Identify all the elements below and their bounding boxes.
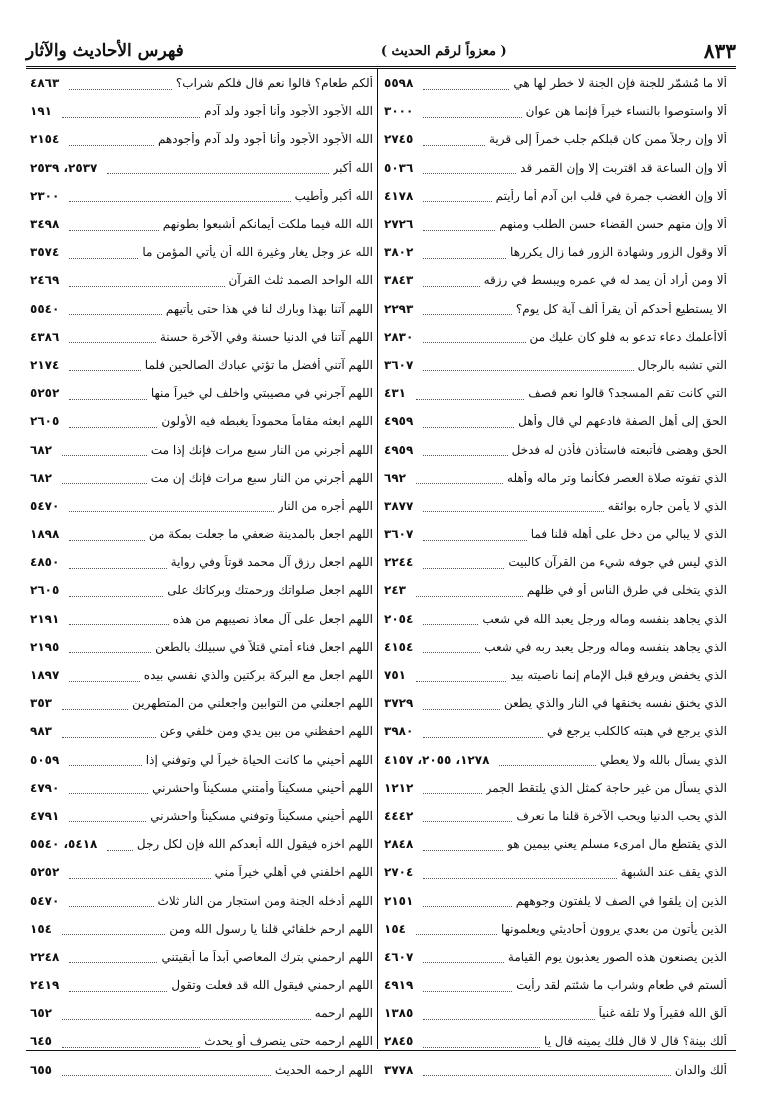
index-entry xyxy=(30,689,373,717)
leader-dots xyxy=(69,809,146,822)
hadith-number: ٣٥٣ xyxy=(30,696,52,711)
hadith-text: ألا وإن الساعة قد اقتربت إلا وإن القمر قد xyxy=(520,160,727,175)
leader-dots xyxy=(69,866,210,879)
hadith-text: اللهم آتنا بهذا وبارك لنا في هذا حتى يأتيهم xyxy=(165,301,373,316)
index-entry xyxy=(30,97,373,125)
leader-dots xyxy=(69,274,224,287)
leader-dots xyxy=(499,753,596,766)
hadith-number: ١٨٩٨ xyxy=(30,527,60,542)
hadith-number: ٧٥١ xyxy=(384,668,406,683)
leader-dots xyxy=(423,330,525,343)
index-entry xyxy=(384,971,727,999)
leader-dots xyxy=(423,189,491,202)
leader-dots xyxy=(423,612,478,625)
index-entry xyxy=(30,295,373,323)
hadith-text: الله الواحد الصمد ثلث القرآن xyxy=(228,273,373,288)
hadith-number: ٤٩٥٩ xyxy=(384,442,414,457)
leader-dots xyxy=(62,105,200,118)
hadith-number: ٣٥٧٤ xyxy=(30,245,60,260)
leader-dots xyxy=(107,838,133,851)
hadith-text: التي كانت تقم المسجد؟ قالوا نعم فصف xyxy=(528,386,727,401)
hadith-number: ٣٨٧٧ xyxy=(384,498,414,513)
index-entry xyxy=(384,464,727,492)
hadith-number: ٤٩١٩ xyxy=(384,978,414,993)
leader-dots xyxy=(69,979,167,992)
hadith-number: ٢٥٣٧، ٢٥٣٩ xyxy=(30,160,98,175)
hadith-text: اللهم اخزه فيقول الله أبعدكم الله فإن لكل رجل xyxy=(136,837,373,852)
index-entry xyxy=(30,1056,373,1084)
leader-dots xyxy=(69,584,163,597)
index-entry xyxy=(30,858,373,886)
index-entry xyxy=(384,125,727,153)
index-entry xyxy=(384,858,727,886)
hadith-text: ألك والدان xyxy=(674,1062,727,1077)
leader-dots xyxy=(69,612,169,625)
hadith-number: ٢٦٠٥ xyxy=(30,414,60,429)
hadith-text: اللهم أدخله الجنة ومن استجار من النار ثلاث xyxy=(157,893,373,908)
hadith-text: الذي يخفض ويرفع قبل الإمام إنما ناصيته بيد xyxy=(510,668,727,683)
hadith-text: اللهم ارحمني فيقول الله قد فعلت وتقول xyxy=(171,978,373,993)
hadith-text: ألاأعلمك دعاء تدعو به فلو كان عليك من xyxy=(529,329,727,344)
hadith-number: ٢٠٥٤ xyxy=(384,611,414,626)
hadith-number: ٣٤٩٨ xyxy=(30,217,60,232)
hadith-number: ٢٨٣٠ xyxy=(384,329,414,344)
index-entry xyxy=(384,689,727,717)
leader-dots xyxy=(69,358,141,371)
hadith-text: الذي يجاهد بنفسه وماله ورجل يعبد ربه في شعب xyxy=(484,639,727,654)
leader-dots xyxy=(62,922,165,935)
hadith-text: الذي يرجع في هبته كالكلب يرجع في xyxy=(547,724,727,739)
leader-dots xyxy=(62,471,147,484)
hadith-text: اللهم آتني أفضل ما تؤتي عبادك الصالحين فلما xyxy=(144,357,373,372)
hadith-number: ٢٨٤٨ xyxy=(384,837,414,852)
index-entry xyxy=(30,830,373,858)
leader-dots xyxy=(423,894,512,907)
leader-dots xyxy=(423,218,495,231)
index-entry xyxy=(30,407,373,435)
leader-dots xyxy=(416,922,497,935)
index-entry xyxy=(30,915,373,943)
leader-dots xyxy=(423,697,500,710)
hadith-number: ٥٢٥٢ xyxy=(30,865,60,880)
hadith-text: اللهم اجعل بالمدينة ضعفي ما جعلت بمكة من xyxy=(148,527,373,542)
index-entry xyxy=(30,520,373,548)
hadith-number: ٦٥٢ xyxy=(30,1006,52,1021)
leader-dots xyxy=(423,1035,540,1048)
index-entry xyxy=(30,323,373,351)
index-entry xyxy=(384,746,727,774)
hadith-number: ١٩١ xyxy=(30,104,52,119)
index-entry xyxy=(384,435,727,463)
hadith-text: اللهم ارحمه الحديث xyxy=(274,1062,373,1077)
index-entry xyxy=(30,266,373,294)
hadith-number: ٥٥٩٨ xyxy=(384,76,414,91)
leader-dots xyxy=(69,499,273,512)
hadith-number: ٣٧٢٩ xyxy=(384,696,414,711)
index-entry xyxy=(384,943,727,971)
index-entry xyxy=(384,717,727,745)
leader-dots xyxy=(69,415,157,428)
right-column xyxy=(384,69,727,1084)
leader-dots xyxy=(423,1007,594,1020)
hadith-text: الذي تفوته صلاة العصر فكأنما وتر ماله وأهله xyxy=(507,470,727,485)
leader-dots xyxy=(69,330,156,343)
hadith-text: الله الأجود الأجود وأنا أجود ولد آدم xyxy=(204,104,373,119)
hadith-text: اللهم اجعلني من التوابين واجعلني من المتطهرين xyxy=(132,696,373,711)
hadith-text: الذي لا يبالي من دخل على أهله قلنا فما xyxy=(530,527,727,542)
hadith-number: ٥٤٧٠ xyxy=(30,893,60,908)
index-entry xyxy=(30,774,373,802)
leader-dots xyxy=(423,133,485,146)
hadith-text: الذي لا يأمن جاره بوائقه xyxy=(607,498,727,513)
hadith-text: ألكم طعام؟ قالوا نعم قال فلكم شراب؟ xyxy=(175,76,373,91)
index-entry xyxy=(384,605,727,633)
hadith-text: ألا واستوصوا بالنساء خيراً فإنما هن عوان xyxy=(525,104,727,119)
hadith-text: اللهم أجرني من النار سبع مرات فإنك إذا مت xyxy=(150,442,373,457)
hadith-text: الله الأجود الأجود وأنا أجود ولد آدم وأجودهم xyxy=(157,132,373,147)
hadith-text: الا يستطيع أحدكم أن يقرأ ألف آية كل يوم؟ xyxy=(515,301,727,316)
hadith-number: ٥٠٥٩ xyxy=(30,752,60,767)
index-entry xyxy=(30,999,373,1027)
leader-dots xyxy=(423,950,504,963)
leader-dots xyxy=(69,77,172,90)
index-entry xyxy=(30,746,373,774)
leader-dots xyxy=(69,218,158,231)
hadith-number: ٤٧٩٠ xyxy=(30,780,60,795)
leader-dots xyxy=(423,246,506,259)
hadith-number: ٢٧٢٦ xyxy=(384,217,414,232)
left-column xyxy=(30,69,373,1084)
footer-rule xyxy=(26,1050,736,1051)
hadith-number: ٦٥٥ xyxy=(30,1062,52,1077)
index-entry xyxy=(384,520,727,548)
hadith-number: ٥٠٣٦ xyxy=(384,160,414,175)
hadith-number: ٣٠٠٠ xyxy=(384,104,414,119)
hadith-number: ٤٣٨٦ xyxy=(30,329,60,344)
hadith-number: ٤٩٥٩ xyxy=(384,414,414,429)
hadith-text: الذي يخنق نفسه يخنقها في النار والذي يطعن xyxy=(504,696,727,711)
hadith-number: ٢٦٠٥ xyxy=(30,583,60,598)
leader-dots xyxy=(69,669,140,682)
leader-dots xyxy=(69,387,147,400)
hadith-text: الذي يقف عند الشبهة xyxy=(620,865,727,880)
hadith-number: ٥٤١٨، ٥٥٤٠ xyxy=(30,837,98,852)
index-entry xyxy=(30,576,373,604)
index-entry xyxy=(384,802,727,830)
hadith-text: التي تشبه بالرجال xyxy=(637,357,727,372)
hadith-number: ٦٨٢ xyxy=(30,470,52,485)
hadith-text: ألا ومن أراد أن يمد له في عمره ويبسط في رزقه xyxy=(483,273,727,288)
column-divider xyxy=(377,69,378,1049)
index-entry xyxy=(30,182,373,210)
hadith-number: ٥٤٧٠ xyxy=(30,498,60,513)
index-entry xyxy=(384,182,727,210)
page-header xyxy=(26,36,736,66)
hadith-number: ٤٦٠٧ xyxy=(384,949,414,964)
index-entry xyxy=(384,323,727,351)
leader-dots xyxy=(62,1007,311,1020)
page-number: ٨٣٣ xyxy=(703,39,736,63)
hadith-text: ألا وإن منهم حسن القضاء حسن الطلب ومنهم xyxy=(499,217,727,232)
leader-dots xyxy=(423,640,480,653)
index-entry xyxy=(384,266,727,294)
index-entry xyxy=(30,717,373,745)
hadith-text: اللهم اجعل فناء أمتي قتلاً في سبيلك بالطعن xyxy=(155,639,373,654)
hadith-text: ألا وقول الزور وشهادة الزور فما زال يكررها xyxy=(510,245,727,260)
hadith-number: ٢١٩٥ xyxy=(30,639,60,654)
index-entry xyxy=(30,605,373,633)
leader-dots xyxy=(423,979,512,992)
leader-dots xyxy=(423,358,633,371)
leader-dots xyxy=(423,1063,671,1076)
index-entry xyxy=(30,69,373,97)
hadith-text: اللهم أجرني من النار سبع مرات فإنك إن مت xyxy=(150,470,373,485)
hadith-number: ١٥٤ xyxy=(30,921,52,936)
hadith-text: الذين يأتون من بعدي يروون أحاديثي ويعلمونها xyxy=(500,921,727,936)
hadith-number: ٣٦٠٧ xyxy=(384,527,414,542)
index-entry xyxy=(384,915,727,943)
hadith-text: اللهم ارحم خلفائي قلنا يا رسول الله ومن xyxy=(169,921,373,936)
hadith-text: ألا ما مُشمّر للجنة فإن الجنة لا خطر لها هي xyxy=(513,76,727,91)
index-entry xyxy=(30,548,373,576)
hadith-text: ألك بينة؟ قال لا قال فلك يمينه قال يا xyxy=(544,1034,727,1049)
leader-dots xyxy=(62,1063,271,1076)
index-entry xyxy=(384,661,727,689)
hadith-text: الذي يتخلى في طرق الناس أو في ظلهم xyxy=(526,583,727,598)
hadith-text: اللهم أجره من النار xyxy=(277,498,373,513)
hadith-text: اللهم آجرني في مصيبتي واخلف لي خيراً منها xyxy=(150,386,373,401)
index-entry xyxy=(384,774,727,802)
hadith-number: ٩٨٣ xyxy=(30,724,52,739)
hadith-number: ٢٤١٩ xyxy=(30,978,60,993)
hadith-text: الذي يقتطع مال امرىء مسلم يعني بيمين هو xyxy=(507,837,727,852)
hadith-number: ٤٨٦٣ xyxy=(30,76,60,91)
leader-dots xyxy=(423,443,507,456)
index-entry xyxy=(384,295,727,323)
hadith-text: اللهم اجعل مع البركة بركتين والذي نفسي بيده xyxy=(143,668,373,683)
index-entry xyxy=(30,802,373,830)
index-entry xyxy=(384,69,727,97)
hadith-text: الله الله فيما ملكت أيمانكم أشبعوا بطونهم xyxy=(162,217,373,232)
index-entry xyxy=(384,999,727,1027)
hadith-number: ٢٧٤٥ xyxy=(384,132,414,147)
index-entry xyxy=(384,238,727,266)
hadith-number: ٦٤٥ xyxy=(30,1034,52,1049)
hadith-number: ٦٩٢ xyxy=(384,470,406,485)
index-entry xyxy=(30,1027,373,1055)
hadith-number: ٤١٥٤ xyxy=(384,639,414,654)
hadith-number: ٢٣٠٠ xyxy=(30,188,60,203)
hadith-number: ١٥٤ xyxy=(384,921,406,936)
index-entry xyxy=(384,97,727,125)
hadith-text: ألا وإن رجلاً ممن كان قبلكم جلب خمراً إلى قرية xyxy=(488,132,727,147)
hadith-text: اللهم أحيني مسكيناً وأمتني مسكيناً واحشرني xyxy=(152,780,373,795)
hadith-text: اللهم اجعل رزق آل محمد قوتاً وفي رواية xyxy=(170,555,373,570)
leader-dots xyxy=(416,669,506,682)
index-entry xyxy=(30,464,373,492)
index-entry xyxy=(30,154,373,182)
hadith-text: ألا وإن الغضب جمرة في قلب ابن آدم أما رأيتم xyxy=(495,188,727,203)
index-entry xyxy=(30,943,373,971)
hadith-text: الحق إلى أهل الصفة فادعهم لي قال وأهل xyxy=(518,414,727,429)
leader-dots xyxy=(69,133,154,146)
hadith-number: ٥٢٥٢ xyxy=(30,386,60,401)
hadith-text: الذي يسأل من غير حاجة كمثل الذي يلتقط الجمر xyxy=(485,780,727,795)
index-entry xyxy=(384,576,727,604)
section-subtitle: ( معزواً لرقم الحديث ) xyxy=(380,43,507,59)
index-entry xyxy=(384,633,727,661)
leader-dots xyxy=(69,556,166,569)
hadith-number: ٢١٥٤ xyxy=(30,132,60,147)
hadith-text: اللهم آتنا في الدنيا حسنة وفي الآخرة حسنة xyxy=(159,329,373,344)
index-entry xyxy=(30,379,373,407)
hadith-number: ٢١٥١ xyxy=(384,893,414,908)
index-entry xyxy=(30,238,373,266)
leader-dots xyxy=(416,584,523,597)
hadith-text: الذين إن يلقوا في الصف لا يلفتون وجوههم xyxy=(515,893,727,908)
index-entry xyxy=(384,154,727,182)
index-entry xyxy=(384,1056,727,1084)
hadith-number: ٣٩٨٠ xyxy=(384,724,414,739)
hadith-number: ٤٤٤٢ xyxy=(384,808,414,823)
hadith-number: ٢١٩١ xyxy=(30,611,60,626)
leader-dots xyxy=(69,246,138,259)
hadith-text: اللهم اخلفني في أهلي خيراً مني xyxy=(214,865,373,880)
index-entry xyxy=(384,351,727,379)
leader-dots xyxy=(423,274,479,287)
leader-dots xyxy=(423,725,543,738)
hadith-text: الذي يجاهد بنفسه وماله ورجل يعبد الله في شعب xyxy=(482,611,727,626)
hadith-number: ٣٧٧٨ xyxy=(384,1062,414,1077)
hadith-number: ١٢١٢ xyxy=(384,780,414,795)
hadith-text: اللهم ابعثه مقاماً محموداً يغبطه فيه الأولون xyxy=(161,414,373,429)
hadith-number: ٦٨٢ xyxy=(30,442,52,457)
leader-dots xyxy=(416,387,524,400)
hadith-number: ١٢٧٨، ٢٠٥٥، ٤١٥٧ xyxy=(384,752,490,767)
leader-dots xyxy=(423,105,521,118)
leader-dots xyxy=(69,528,145,541)
hadith-number: ١٨٩٧ xyxy=(30,668,60,683)
hadith-text: ألستم في طعام وشراب ما شئتم لقد رأيت xyxy=(516,978,727,993)
hadith-text: اللهم أحيني ما كانت الحياة خيراً لي وتوفني إذا xyxy=(145,752,373,767)
index-entry xyxy=(30,661,373,689)
index-entry xyxy=(384,830,727,858)
index-entry xyxy=(384,407,727,435)
hadith-text: اللهم ارحمه xyxy=(314,1006,373,1021)
hadith-number: ٢٤٦٩ xyxy=(30,273,60,288)
leader-dots xyxy=(423,77,509,90)
hadith-number: ٤٧٩١ xyxy=(30,808,60,823)
hadith-number: ١٣٨٥ xyxy=(384,1006,414,1021)
leader-dots xyxy=(62,725,156,738)
leader-dots xyxy=(69,640,151,653)
hadith-text: اللهم ارحمه حتى ينصرف أو يحدث xyxy=(204,1034,373,1049)
hadith-number: ٤١٧٨ xyxy=(384,188,414,203)
leader-dots xyxy=(423,809,512,822)
index-entry xyxy=(384,548,727,576)
hadith-number: ٢٢٤٨ xyxy=(30,949,60,964)
index-entry xyxy=(30,210,373,238)
leader-dots xyxy=(423,528,526,541)
hadith-number: ٢١٧٤ xyxy=(30,357,60,372)
leader-dots xyxy=(69,753,141,766)
leader-dots xyxy=(416,471,503,484)
index-title: فهرس الأحاديث والآثار xyxy=(26,41,184,61)
hadith-number: ٤٣١ xyxy=(384,386,406,401)
leader-dots xyxy=(62,697,128,710)
hadith-text: الله أكبر xyxy=(332,160,373,175)
index-entry xyxy=(30,435,373,463)
hadith-number: ٣٦٠٧ xyxy=(384,357,414,372)
hadith-text: الذي ليس في جوفه شيء من القرآن كالبيت xyxy=(508,555,727,570)
hadith-number: ٢٤٣ xyxy=(384,583,406,598)
leader-dots xyxy=(423,556,504,569)
hadith-text: الله عز وجل يغار وغيرة الله أن يأتي المؤمن ما xyxy=(142,245,373,260)
hadith-text: اللهم أحيني مسكيناً وتوفني مسكيناً واحشرني xyxy=(150,808,373,823)
leader-dots xyxy=(69,950,157,963)
hadith-text: اللهم اجعل صلواتك ورحمتك وبركاتك على xyxy=(167,583,373,598)
leader-dots xyxy=(62,1035,200,1048)
hadith-text: الذي يحب الدنيا ويحب الآخرة قلنا ما نعرف xyxy=(516,808,727,823)
leader-dots xyxy=(69,781,148,794)
hadith-number: ٢٢٤٤ xyxy=(384,555,414,570)
index-entry xyxy=(30,886,373,914)
hadith-number: ٣٨٤٣ xyxy=(384,273,414,288)
hadith-number: ٢٧٠٤ xyxy=(384,865,414,880)
hadith-text: الله أكبر وأطيب xyxy=(294,188,373,203)
leader-dots xyxy=(423,161,516,174)
index-entry xyxy=(30,492,373,520)
leader-dots xyxy=(423,838,503,851)
hadith-text: اللهم اجعل على آل معاذ نصيبهم من هذه xyxy=(172,611,373,626)
index-entry xyxy=(384,1027,727,1055)
hadith-number: ٢٢٩٣ xyxy=(384,301,414,316)
leader-dots xyxy=(62,443,147,456)
leader-dots xyxy=(423,781,481,794)
index-entry xyxy=(30,633,373,661)
leader-dots xyxy=(423,415,514,428)
hadith-number: ٣٨٠٢ xyxy=(384,245,414,260)
hadith-text: الحق وهضى فأتبعته فاستأذن فأذن له فدخل xyxy=(511,442,727,457)
leader-dots xyxy=(69,894,153,907)
leader-dots xyxy=(423,866,616,879)
hadith-number: ٢٨٤٥ xyxy=(384,1034,414,1049)
hadith-text: الذي يسأل بالله ولا يعطي xyxy=(599,752,727,767)
leader-dots xyxy=(423,499,603,512)
hadith-text: اللهم ارحمني بترك المعاصي أبداً ما أبقيتني xyxy=(161,949,373,964)
index-entry xyxy=(30,125,373,153)
hadith-text: ألق الله فقيراً ولا تلقه غنياً xyxy=(598,1006,727,1021)
hadith-number: ٤٨٥٠ xyxy=(30,555,60,570)
index-entry xyxy=(30,351,373,379)
hadith-text: الذين يصنعون هذه الصور يعذبون يوم القيامة xyxy=(507,949,727,964)
index-entry xyxy=(30,971,373,999)
hadith-number: ٥٥٤٠ xyxy=(30,301,60,316)
index-entry xyxy=(384,492,727,520)
index-entry xyxy=(384,886,727,914)
hadith-text: اللهم احفظني من بين يدي ومن خلفي وعن xyxy=(159,724,373,739)
index-entry xyxy=(384,210,727,238)
leader-dots xyxy=(423,302,512,315)
leader-dots xyxy=(107,161,328,174)
index-entry xyxy=(384,379,727,407)
leader-dots xyxy=(69,189,290,202)
leader-dots xyxy=(69,302,162,315)
